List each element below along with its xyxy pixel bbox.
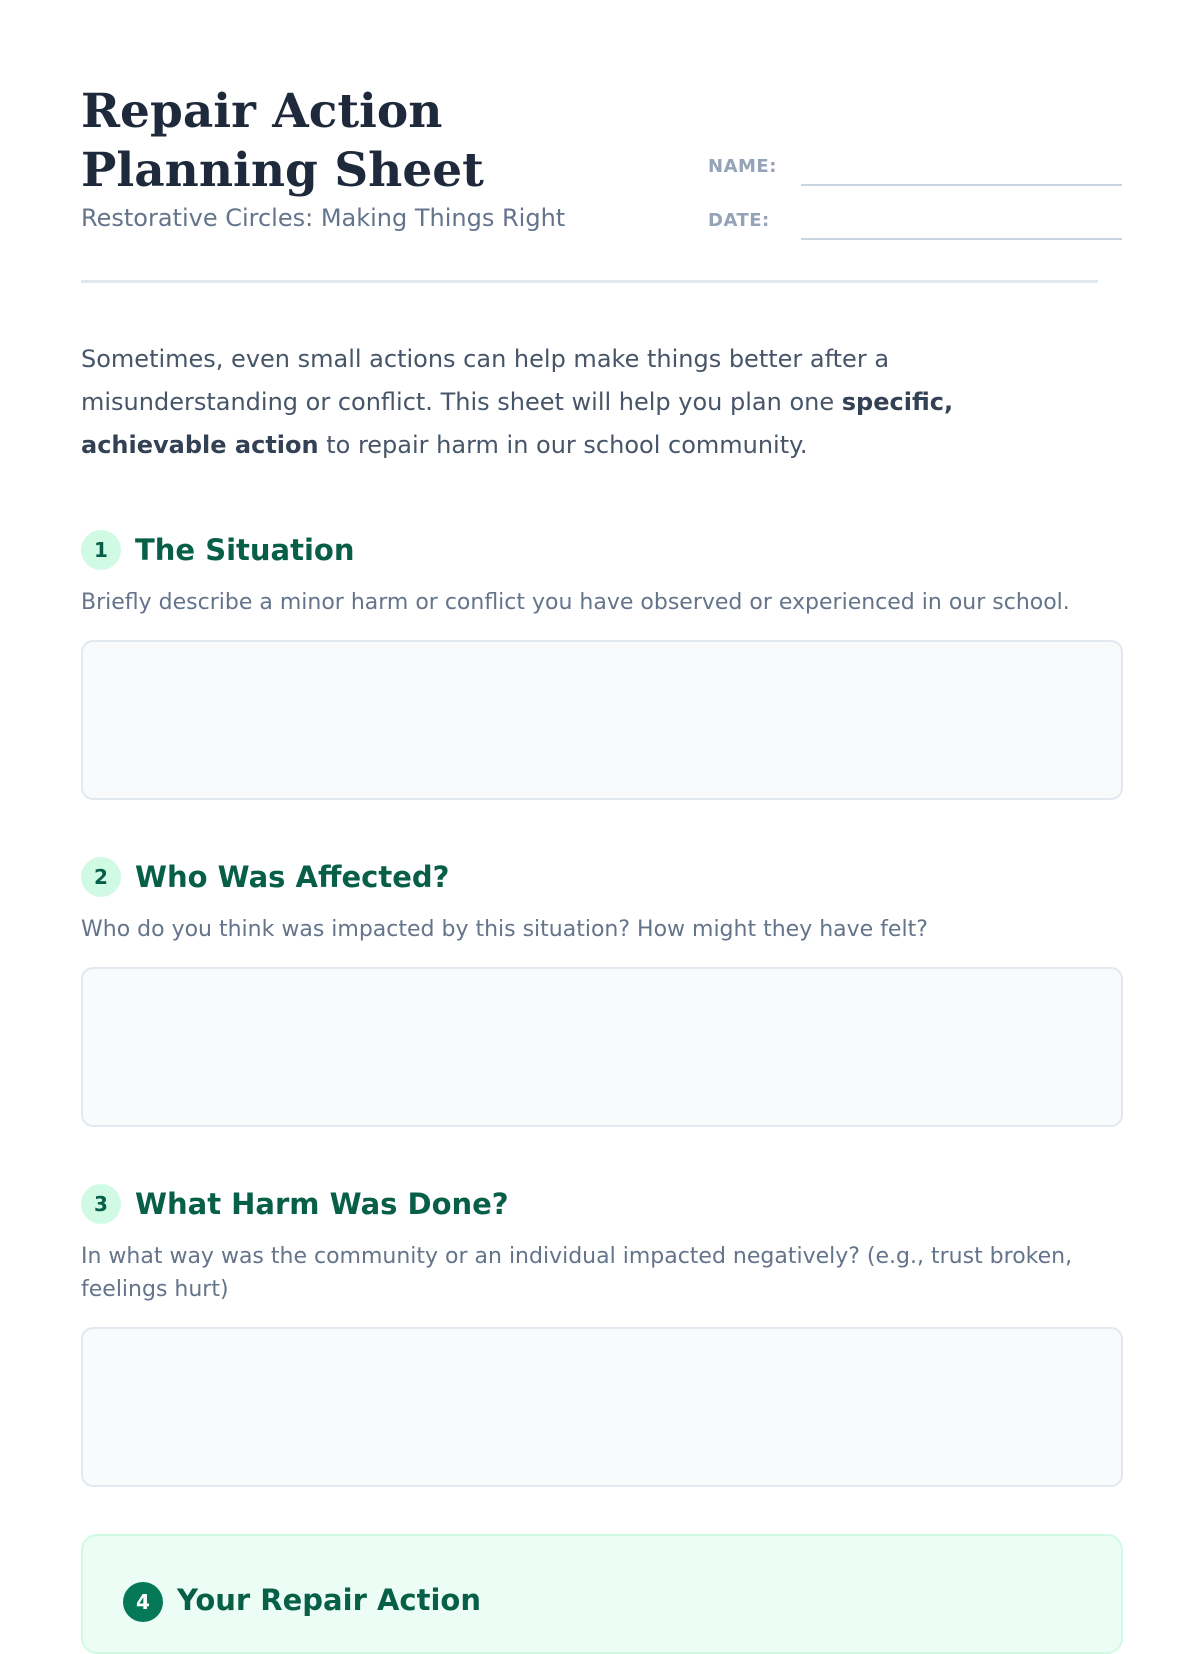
section-header (81, 1184, 1123, 1224)
intro-text-part2: to repair harm in our school community. (318, 431, 808, 459)
situation-answer-box[interactable] (81, 640, 1123, 800)
name-label: NAME: (708, 156, 777, 177)
harm-done-answer-box[interactable] (81, 1327, 1123, 1487)
who-affected-answer-box[interactable] (81, 967, 1123, 1127)
intro-text (81, 338, 1071, 467)
section-title: Who Was Affected? (135, 860, 450, 894)
section-title: The Situation (135, 533, 355, 567)
section-header (81, 530, 1123, 570)
intro-text-bold: specific, achievable action (81, 388, 954, 459)
name-line[interactable] (801, 184, 1122, 186)
intro-text-part1: Sometimes, even small actions can help make things better after a misunderstanding or conflict. This sheet will help you plan one (81, 345, 890, 416)
section-description: In what way was the community or an individual impacted negatively? (e.g., trust broken, feelings hurt) (81, 1244, 1073, 1302)
section-title: What Harm Was Done? (135, 1187, 509, 1221)
worksheet-header (81, 0, 1098, 283)
date-label: DATE: (708, 210, 770, 231)
section-header (81, 857, 1123, 897)
step-number-badge: 1 (81, 530, 121, 570)
section-harm-done (81, 1184, 1123, 1487)
step-number-badge: 2 (81, 857, 121, 897)
section-situation (81, 530, 1123, 800)
date-field (708, 200, 1122, 240)
repair-action-title: Your Repair Action (177, 1583, 481, 1617)
name-field (708, 146, 1122, 186)
section-description: Briefly describe a minor harm or conflict you have observed or experienced in our school. (81, 590, 1070, 615)
page-subtitle: Restorative Circles: Making Things Right (81, 204, 566, 232)
date-line[interactable] (801, 238, 1122, 240)
page-title: Repair Action Planning Sheet (81, 84, 484, 198)
step-number-badge: 4 (123, 1582, 163, 1622)
step-number-badge: 3 (81, 1184, 121, 1224)
section-description: Who do you think was impacted by this situation? How might they have felt? (81, 917, 928, 942)
repair-action-panel (81, 1534, 1123, 1654)
section-who-affected (81, 857, 1123, 1127)
